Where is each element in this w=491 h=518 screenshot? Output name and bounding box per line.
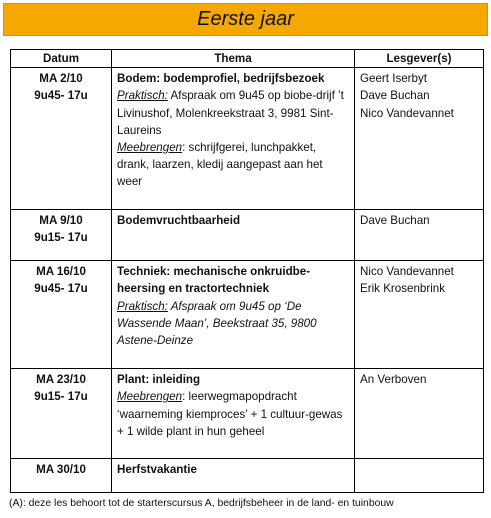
lesgever-name: Nico Vandevannet bbox=[360, 265, 454, 279]
lesgever-cell bbox=[355, 68, 484, 210]
thema-cell bbox=[112, 261, 355, 369]
row-time: 9u15- 17u bbox=[34, 390, 88, 404]
praktisch-label: Praktisch: bbox=[117, 89, 168, 103]
row-date: MA 16/10 bbox=[36, 265, 86, 279]
lesgever-cell bbox=[355, 369, 484, 459]
table-row bbox=[11, 261, 484, 369]
lesgever-name: Geert Iserbyt bbox=[360, 72, 428, 86]
table-row bbox=[11, 210, 484, 261]
date-cell bbox=[11, 459, 112, 493]
row-time: 9u45- 17u bbox=[34, 282, 88, 296]
thema-title: Herfstvakantie bbox=[117, 463, 197, 477]
row-time: 9u45- 17u bbox=[34, 89, 88, 103]
table-row bbox=[11, 68, 484, 210]
meebrengen-block bbox=[117, 390, 342, 437]
date-cell bbox=[11, 68, 112, 210]
lesgever-cell bbox=[355, 261, 484, 369]
table-header-row bbox=[11, 50, 484, 68]
meebrengen-label: Meebrengen bbox=[117, 390, 183, 404]
date-cell bbox=[11, 261, 112, 369]
thema-cell bbox=[112, 369, 355, 459]
lesgever-cell bbox=[355, 459, 484, 493]
praktisch-text: Afspraak om 9u45 op ‘De Wassende Maan’, Beekstraat 35, 9800 Astene-Deinze bbox=[117, 299, 317, 348]
table-row bbox=[11, 459, 484, 493]
thema-title: Plant: inleiding bbox=[117, 373, 201, 387]
table-row bbox=[11, 369, 484, 459]
thema-title: Techniek: mechanische onkruidbe-heersing en tractortechniek bbox=[117, 265, 311, 296]
header-lesgever: Lesgever(s) bbox=[355, 50, 484, 68]
lesgever-name: Dave Buchan bbox=[360, 214, 430, 228]
lesgever-name: An Verboven bbox=[360, 373, 427, 387]
schedule-table bbox=[10, 49, 484, 493]
thema-title: Bodem: bodemprofiel, bedrijfsbezoek bbox=[117, 72, 325, 86]
meebrengen-block bbox=[117, 141, 323, 188]
meebrengen-label: Meebrengen bbox=[117, 141, 183, 155]
praktisch-label: Praktisch: bbox=[117, 299, 168, 313]
row-date: MA 23/10 bbox=[36, 373, 86, 387]
row-date: MA 30/10 bbox=[36, 463, 86, 477]
thema-cell bbox=[112, 210, 355, 261]
date-cell bbox=[11, 210, 112, 261]
praktisch-block bbox=[117, 300, 317, 347]
row-time: 9u15- 17u bbox=[34, 231, 88, 245]
thema-cell bbox=[112, 68, 355, 210]
praktisch-block bbox=[117, 89, 344, 136]
row-date: MA 9/10 bbox=[39, 214, 83, 228]
lesgever-name: Nico Vandevannet bbox=[360, 106, 454, 120]
header-datum: Datum bbox=[11, 50, 112, 68]
lesgever-name: Erik Krosenbrink bbox=[360, 282, 446, 296]
row-date: MA 2/10 bbox=[39, 72, 83, 86]
page-title: Eerste jaar bbox=[197, 8, 294, 30]
meebrengen-text: : schrijfgerei, lunchpakket, drank, laarzen, kledij aangepast aan het weer bbox=[117, 141, 323, 189]
thema-title: Bodemvruchtbaarheid bbox=[117, 214, 241, 228]
header-thema: Thema bbox=[112, 50, 355, 68]
date-cell bbox=[11, 369, 112, 459]
title-banner bbox=[3, 3, 488, 36]
lesgever-name: Dave Buchan bbox=[360, 89, 430, 103]
thema-cell bbox=[112, 459, 355, 493]
footnote: (A): deze les behoort tot de starterscursus A, bedrijfsbeheer in de land- en tuinbouw bbox=[9, 498, 394, 509]
lesgever-cell bbox=[355, 210, 484, 261]
meebrengen-text: : leerwegmapopdracht ‘waarneming kiemproces’ + 1 cultuur-gewas + 1 wilde plant in hun geheel bbox=[117, 390, 343, 438]
praktisch-text: Afspraak om 9u45 op biobe-drijf ’t Livinushof, Molenkreekstraat 3, 9981 Sint-Laureins bbox=[117, 89, 344, 137]
